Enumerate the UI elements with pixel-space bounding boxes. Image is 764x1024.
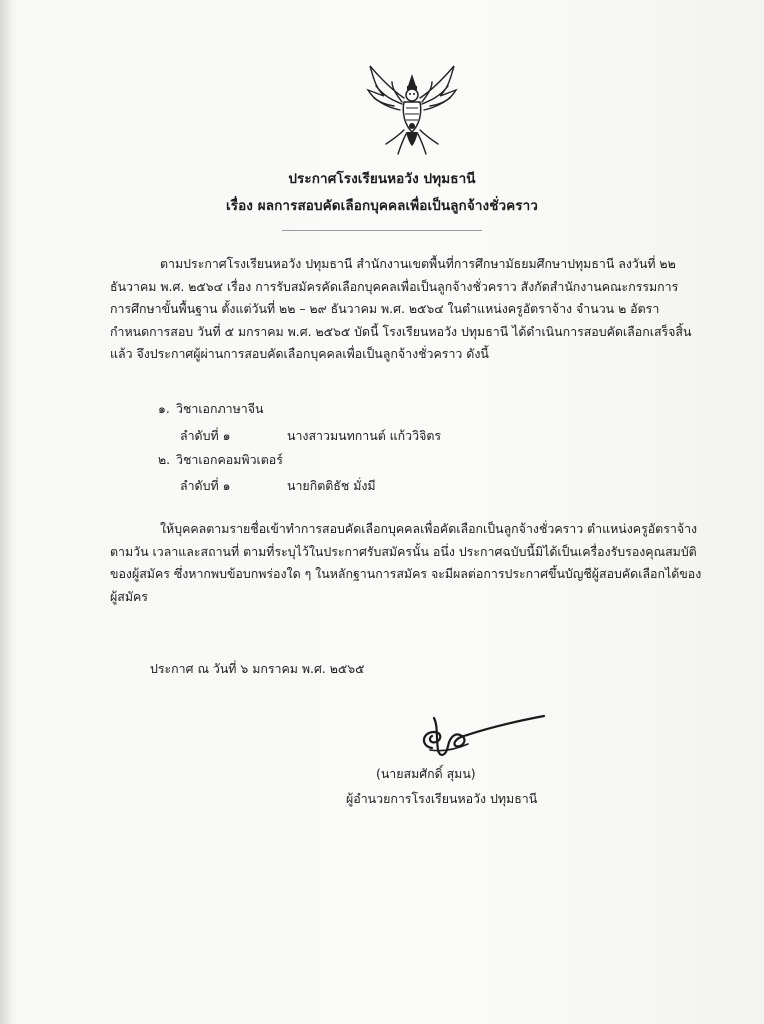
intro-line: ตามประกาศโรงเรียนหอวัง ปทุมธานี สำนักงานเขตพื้นที่การศึกษามัธยมศึกษาปทุมธานี ลงวันที่ ๒๒ bbox=[160, 256, 676, 271]
result-number: ๒. bbox=[158, 452, 171, 467]
result-rank: ลำดับที่ ๑ bbox=[180, 428, 231, 443]
result-name: นางสาวมนทกานต์ แก้ววิจิตร bbox=[287, 428, 442, 443]
intro-line: ธันวาคม พ.ศ. ๒๕๖๔ เรื่อง การรับสมัครคัดเลือกบุคคลเพื่อเป็นลูกจ้างชั่วคราว สังกัดสำนักงานคณะกรรมการ bbox=[110, 278, 679, 294]
announced-date: ประกาศ ณ วันที่ ๖ มกราคม พ.ศ. ๒๕๖๕ bbox=[150, 661, 365, 676]
result-name: นายกิตติธัช มั่งมี bbox=[287, 478, 376, 493]
header-divider bbox=[282, 230, 482, 231]
notice-line: ของผู้สมัคร ซึ่งหากพบข้อบกพร่องใด ๆ ในหลักฐานการสมัคร จะมีผลต่อการประกาศขึ้นบัญชีผู้สอบคัดเลือกได้ของ bbox=[110, 566, 702, 581]
result-number: ๑. bbox=[158, 401, 170, 416]
signature-image bbox=[412, 706, 552, 766]
notice-paragraph bbox=[110, 518, 701, 608]
intro-paragraph bbox=[110, 253, 691, 366]
notice-line: ให้บุคคลตามรายชื่อเข้าทำการสอบคัดเลือกบุคคลเพื่อคัดเลือกเป็นลูกจ้างชั่วคราว ตำแหน่งครูอัตราจ้าง bbox=[160, 521, 698, 536]
notice-line: ผู้สมัคร bbox=[110, 588, 148, 604]
signatory-title: ผู้อำนวยการโรงเรียนหอวัง ปทุมธานี bbox=[346, 791, 538, 806]
garuda-emblem-icon bbox=[362, 60, 462, 160]
result-subject: วิชาเอกภาษาจีน bbox=[176, 401, 264, 416]
intro-line: แล้ว จึงประกาศผู้ผ่านการสอบคัดเลือกบุคคลเพื่อเป็นลูกจ้างชั่วคราว ดังนี้ bbox=[110, 346, 489, 361]
signatory-name: (นายสมศักดิ์ สุมน) bbox=[376, 766, 476, 781]
notice-line: ตามวัน เวลาและสถานที่ ตามที่ระบุไว้ในประกาศรับสมัครนั้น อนึ่ง ประกาศฉบับนี้มิได้เป็นเครื่องรับรองคุณสมบัติ bbox=[110, 543, 697, 559]
intro-line: กำหนดการสอบ วันที่ ๕ มกราคม พ.ศ. ๒๕๖๕ บัดนี้ โรงเรียนหอวัง ปทุมธานี ได้ดำเนินการสอบคัดเลือกเสร็จสิ้น bbox=[110, 323, 692, 339]
result-rank: ลำดับที่ ๑ bbox=[180, 478, 231, 493]
document-subject: เรื่อง ผลการสอบคัดเลือกบุคคลเพื่อเป็นลูกจ้างชั่วคราว bbox=[226, 198, 538, 214]
intro-line: การศึกษาขั้นพื้นฐาน ตั้งแต่วันที่ ๒๒ – ๒๙ ธันวาคม พ.ศ. ๒๕๖๔ ในตำแหน่งครูอัตราจ้าง จำนวน ๒ อัตรา bbox=[110, 301, 660, 316]
result-subject: วิชาเอกคอมพิวเตอร์ bbox=[176, 452, 283, 467]
document-title: ประกาศโรงเรียนหอวัง ปทุมธานี bbox=[288, 171, 476, 187]
page-edge-shadow bbox=[0, 0, 10, 1024]
